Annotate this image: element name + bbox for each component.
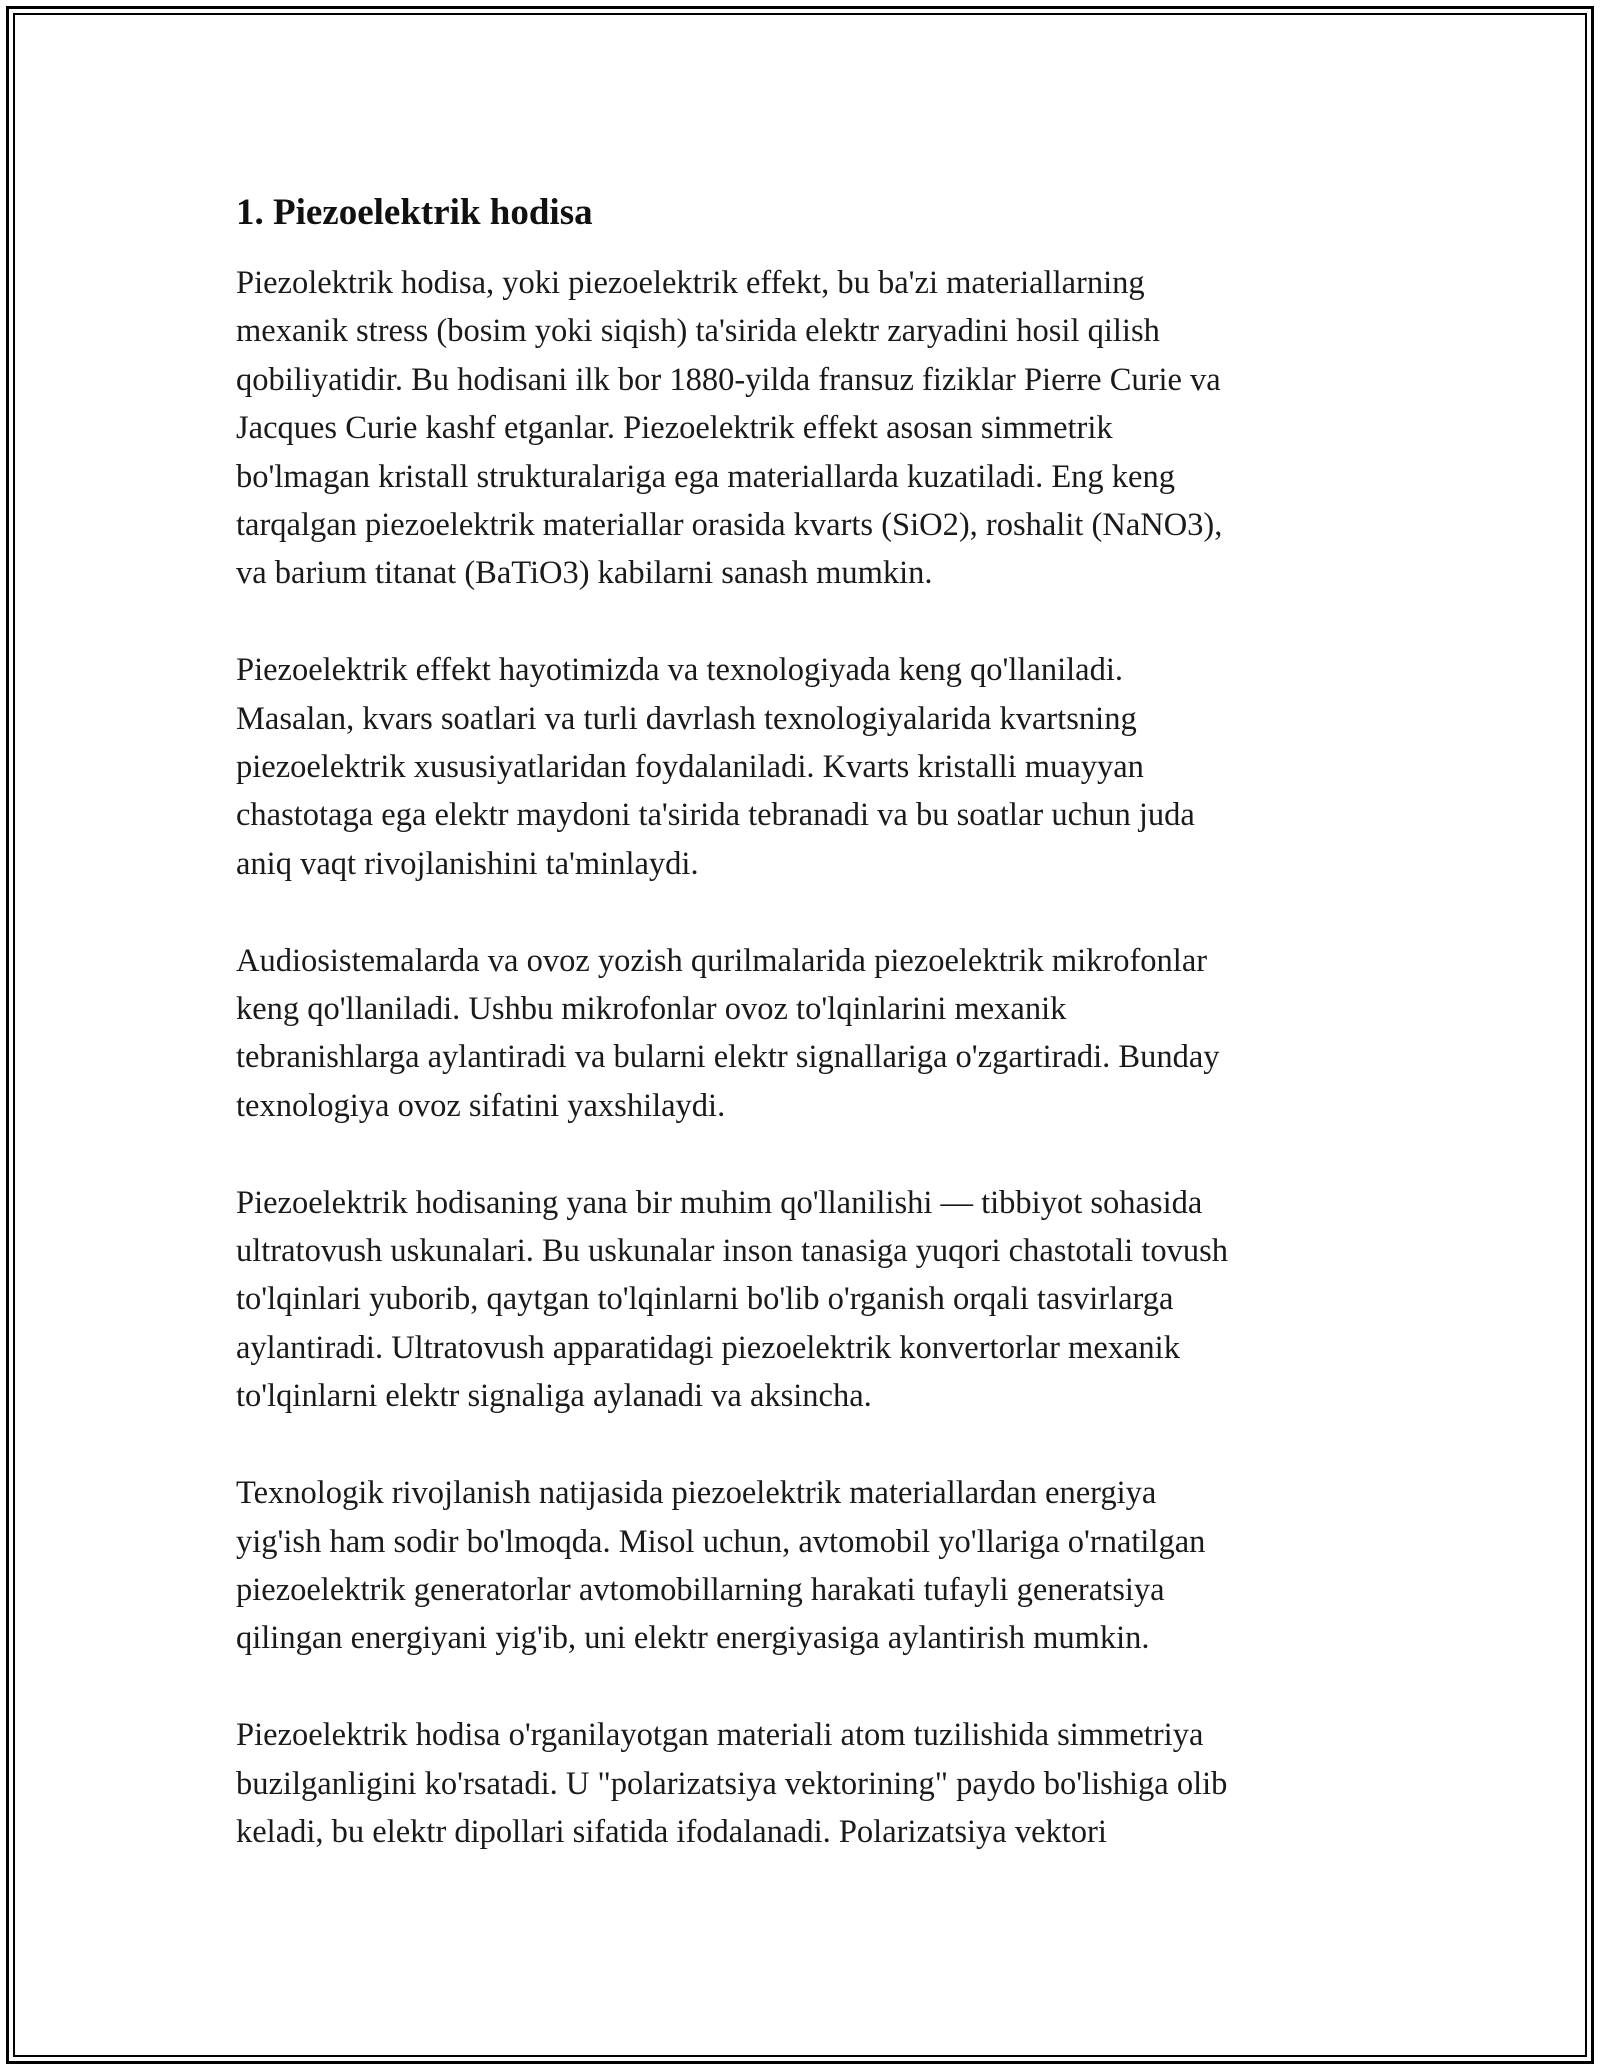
paragraph-5: Texnologik rivojlanish natijasida piezoelektrik materiallardan energiya yig'ish ham sodir bo'lmoqda. Misol uchun, avtomobil yo'llariga o'rnatilgan piezoelektrik generatorlar avtomobillarning harakati tufayli generatsiya qilingan energiyani yig'ib, uni elektr energiyasiga aylantirish mumkin. (236, 1475, 1206, 1657)
paragraph-6: Piezoelektrik hodisa o'rganilayotgan materiali atom tuzilishida simmetriya buzilganligini ko'rsatadi. U "polarizatsiya vektorining" paydo bo'lishiga olib keladi, bu elektr dipollari sifatida ifodalanadi. Polarizatsiya vektori (236, 1717, 1228, 1850)
paragraph-3: Audiosistemalarda va ovoz yozish qurilmalarida piezoelektrik mikrofonlar keng qo'llaniladi. Ushbu mikrofonlar ovoz to'lqinlarini mexanik tebranishlarga aylantiradi va bularni elektr signallariga o'zgartiradi. Bunday texnologiya ovoz sifatini yaxshilaydi. (236, 942, 1220, 1124)
paragraph-1: Piezolektrik hodisa, yoki piezoelektrik effekt, bu ba'zi materiallarning mexanik stress (bosim yoki siqish) ta'sirida elektr zaryadini hosil qilish qobiliyatidir. Bu hodisani ilk bor 1880-yilda fransuz fiziklar Pierre Curie va Jacques Curie kashf etganlar. Piezoelektrik effekt asosan simmetrik bo'lmagan kristall strukturalariga ega materiallarda kuzatiladi. Eng keng tarqalgan piezoelektrik materiallar orasida kvarts (SiO2), roshalit (NaNO3), va barium titanat (BaTiO3) kabilarni sanash mumkin. (236, 265, 1223, 592)
section-heading: 1. Piezoelektrik hodisa (236, 192, 593, 233)
paragraph-4: Piezoelektrik hodisaning yana bir muhim qo'llanilishi — tibbiyot sohasida ultratovush uskunalari. Bu uskunalar inson tanasiga yuqori chastotali tovush to'lqinlari yuborib, qaytgan to'lqinlarni bo'lib o'rganish orqali tasvirlarga aylantiradi. Ultratovush apparatidagi piezoelektrik konvertorlar mexanik to'lqinlarni elektr signaliga aylanadi va aksincha. (236, 1184, 1228, 1415)
document-body (236, 185, 1366, 1905)
paragraph-2: Piezoelektrik effekt hayotimizda va texnologiyada keng qo'llaniladi. Masalan, kvars soatlari va turli davrlash texnologiyalarida kvartsning piezoelektrik xususiyatlaridan foydalaniladi. Kvarts kristalli muayyan chastotaga ega elektr maydoni ta'sirida tebranadi va bu soatlar uchun juda aniq vaqt rivojlanishini ta'minlaydi. (236, 652, 1195, 882)
